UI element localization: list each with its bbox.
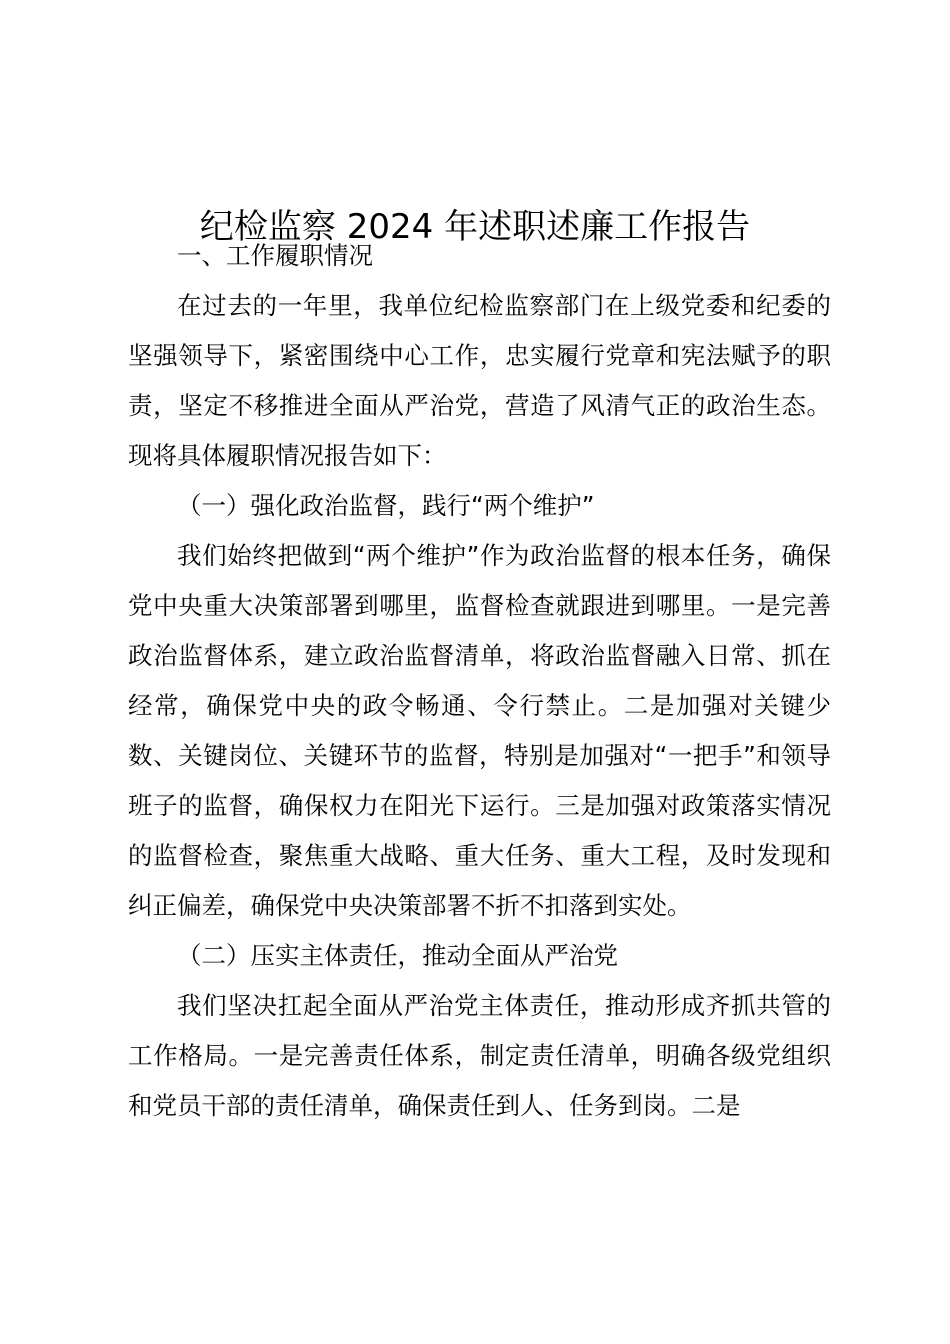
paragraph-political-supervision: 我们始终把做到“两个维护”作为政治监督的根本任务，确保党中央重大决策部署到哪里，监督检查就跟进到哪里。一是完善政治监督体系，建立政治监督清单，将政治监督融入日常、抓在经常，确保党中央的政令畅通、令行禁止。二是加强对关键少数、关键岗位、关键环节的监督，特别是加强对“一把手”和领导班子的监督，确保权力在阳光下运行。三是加强对政策落实情况的监督检查，聚焦重大战略、重大任务、重大工程，及时发现和纠正偏差，确保党中央决策部署不折不扣落到实处。 [128,541,831,920]
paragraph-main-responsibility: 我们坚决扛起全面从严治党主体责任，推动形成齐抓共管的工作格局。一是完善责任体系，制定责任清单，明确各级党组织和党员干部的责任清单，确保责任到人、任务到岗。二是 [128,991,831,1120]
document-title: 纪检监察 2024 年述职述廉工作报告 [199,206,751,247]
subsection-heading-1: （一）强化政治监督，践行“两个维护” [177,491,595,520]
section-heading-1: 一、工作履职情况 [177,241,373,270]
subsection-heading-2: （二）压实主体责任，推动全面从严治党 [177,941,618,970]
paragraph-intro: 在过去的一年里，我单位纪检监察部门在上级党委和纪委的坚强领导下，紧密围绕中心工作，忠实履行党章和宪法赋予的职责，坚定不移推进全面从严治党，营造了风清气正的政治生态。现将具体履职情况报告如下： [128,291,831,470]
document-body [128,231,831,1131]
